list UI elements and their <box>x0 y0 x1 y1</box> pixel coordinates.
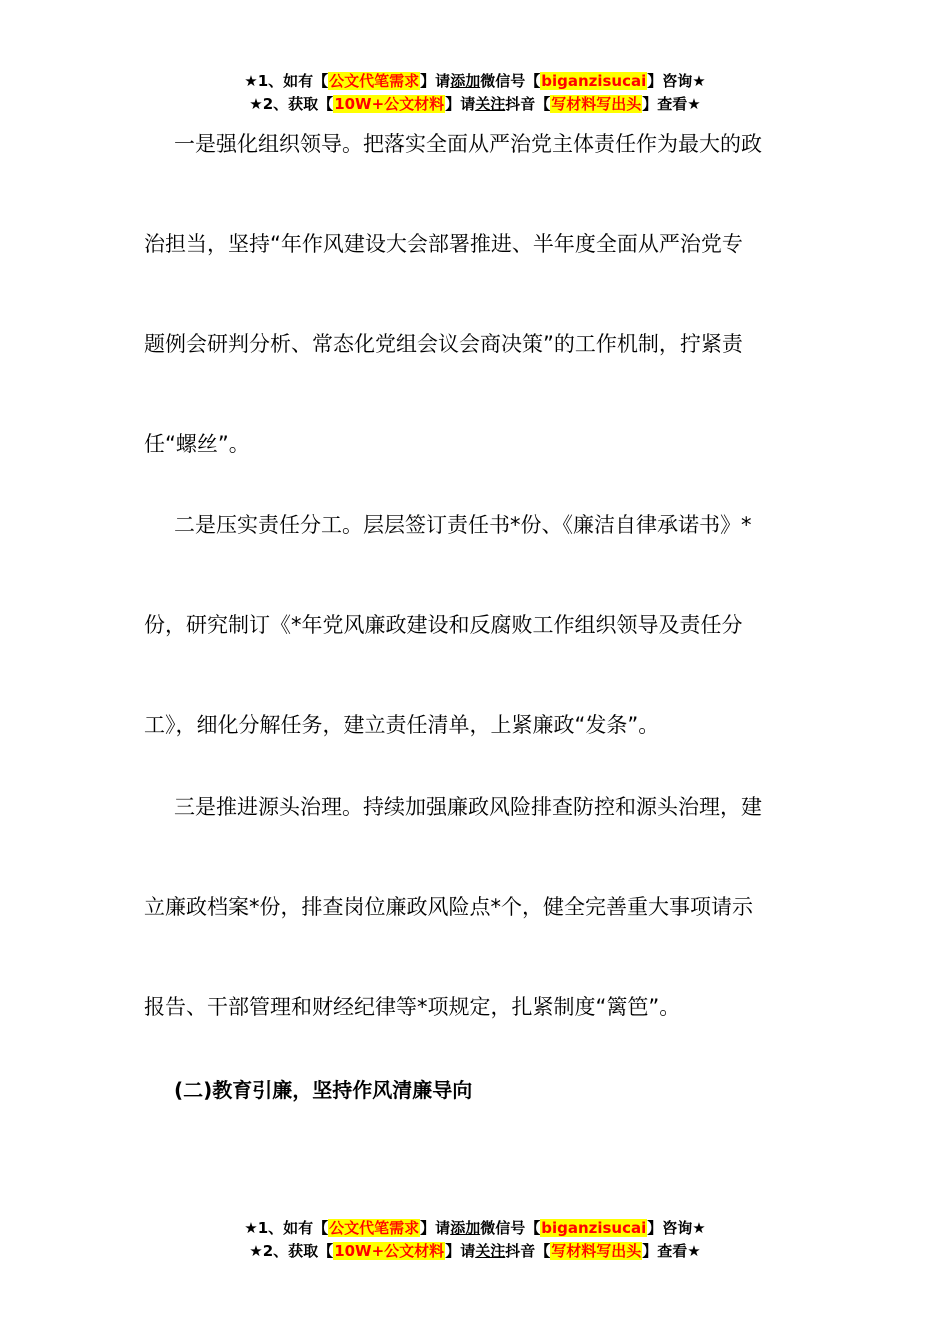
highlight-service: 公文代笔需求 <box>329 72 420 90</box>
highlight-materials: 10W+公文材料 <box>334 95 445 113</box>
promo-line-1: ★1、如有【公文代笔需求】请添加微信号【biganzisucai】咨询★ <box>244 1219 706 1237</box>
paragraph-line: 三是推进源头治理。持续加强廉政风险排查防控和源头治理，建 <box>174 795 762 819</box>
promo-line-1: ★1、如有【公文代笔需求】请添加微信号【biganzisucai】咨询★ <box>244 72 706 90</box>
highlight-douyin-id: 写材料写出头 <box>551 1242 642 1260</box>
paragraph-line: 题例会研判分析、常态化党组会议会商决策”的工作机制，拧紧责 <box>144 332 743 356</box>
highlight-service: 公文代笔需求 <box>329 1219 420 1237</box>
promo-line-2: ★2、获取【10W+公文材料】请关注抖音【写材料写出头】查看★ <box>249 1242 701 1260</box>
paragraph-line: 报告、干部管理和财经纪律等*项规定，扎紧制度“篱笆”。 <box>144 995 681 1019</box>
paragraph-line: 治担当，坚持“年作风建设大会部署推进、半年度全面从严治党专 <box>144 232 743 256</box>
promo-banner-bottom <box>0 1217 950 1263</box>
highlight-douyin-id: 写材料写出头 <box>551 95 642 113</box>
paragraph-responsibility-division <box>144 475 814 775</box>
paragraph-line: 立廉政档案*份，排查岗位廉政风险点*个，健全完善重大事项请示 <box>144 895 753 919</box>
paragraph-line: 二是压实责任分工。层层签订责任书*份、《廉洁自律承诺书》* <box>174 513 752 537</box>
paragraph-line: 任“螺丝”。 <box>144 432 250 456</box>
promo-line-2: ★2、获取【10W+公文材料】请关注抖音【写材料写出头】查看★ <box>249 95 701 113</box>
highlight-wechat-id: biganzisucai <box>541 1219 647 1237</box>
paragraph-source-governance <box>144 757 814 1057</box>
paragraph-line: 工》，细化分解任务，建立责任清单，上紧廉政“发条”。 <box>144 713 660 737</box>
highlight-materials: 10W+公文材料 <box>334 1242 445 1260</box>
section-heading: (二)教育引廉，坚持作风清廉导向 <box>174 1078 473 1102</box>
highlight-wechat-id: biganzisucai <box>541 72 647 90</box>
paragraph-line: 份，研究制订《*年党风廉政建设和反腐败工作组织领导及责任分 <box>144 613 743 637</box>
paragraph-organization-leadership <box>144 94 814 494</box>
paragraph-line: 一是强化组织领导。把落实全面从严治党主体责任作为最大的政 <box>174 132 762 156</box>
